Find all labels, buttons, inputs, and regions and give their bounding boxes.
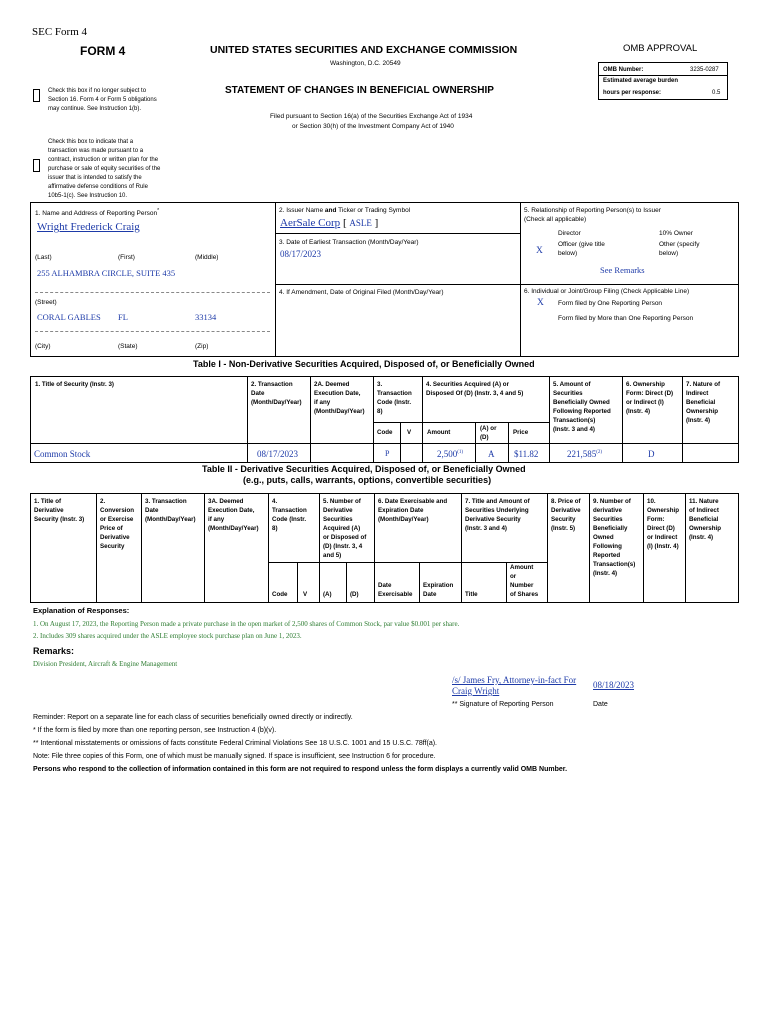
footer-reminder: Reminder: Report on a separate line for each class of securities beneficially owned directly or indirectly. — [33, 714, 353, 721]
form-title: FORM 4 — [80, 44, 126, 58]
footer-misstatements: ** Intentional misstatements or omissions of facts constitute Federal Criminal Violations See 18 U.S.C. 1001 and 15 U.S.C. 78ff(a). — [33, 740, 437, 747]
burden-label-2: hours per response: — [603, 90, 662, 96]
signature-label: ** Signature of Reporting Person — [452, 701, 554, 708]
t2-col-deemed-date: 3A. Deemed Execution Date, if any (Month/Day/Year) — [208, 498, 259, 532]
remarks-title: Remarks: — [33, 646, 75, 656]
t2-col-title-amount: 7. Title and Amount of Securities Underlying Derivative Security (Instr. 3 and 4) — [465, 498, 530, 532]
t1-row-ownership-form: D — [648, 449, 655, 459]
t1-row-price: $11.82 — [514, 449, 539, 459]
filed-pursuant-line-1: Filed pursuant to Section 16(a) of the Securities Exchange Act of 1934 — [270, 113, 473, 120]
box2-label: 2. Issuer Name and Ticker or Trading Symbol — [279, 207, 411, 214]
table2-title-2: (e.g., puts, calls, warrants, options, convertible securities) — [243, 475, 492, 485]
no-longer-subject-text: Check this box if no longer subject to Section 16. Form 4 or Form 5 obligations may continue. See Instruction 1(b). — [48, 88, 157, 112]
middle-label: (Middle) — [195, 254, 219, 261]
zip-label: (Zip) — [195, 343, 209, 350]
t1-sub-amount: Amount — [427, 429, 451, 436]
omb-approval-title: OMB APPROVAL — [623, 43, 698, 54]
table2-title-1: Table II - Derivative Securities Acquired, Disposed of, or Beneficially Owned — [202, 464, 526, 474]
t2-sub-title: Title — [465, 591, 478, 598]
box5-label: 5. Relationship of Reporting Person(s) to Issuer (Check all applicable) — [524, 207, 661, 223]
remarks-text: Division President, Aircraft & Engine Management — [33, 660, 178, 668]
t2-sub-code: Code — [272, 591, 288, 598]
t2-sub-a: (A) — [323, 591, 332, 598]
rule-10b5-1-checkbox[interactable] — [33, 159, 40, 172]
t1-sub-price: Price — [513, 429, 529, 436]
box6-label: 6. Individual or Joint/Group Filing (Check Applicable Line) — [524, 288, 690, 295]
box3-label: 3. Date of Earliest Transaction (Month/Day/Year) — [279, 239, 419, 246]
t1-col-title-security: 1. Title of Security (Instr. 3) — [35, 381, 114, 388]
state-value: FL — [118, 312, 128, 322]
more-persons-label: Form filed by More than One Reporting Person — [558, 315, 694, 322]
officer-checkmark[interactable]: X — [536, 246, 543, 256]
agency-location: Washington, D.C. 20549 — [330, 60, 401, 67]
issuer-name-ticker: AerSale Corp [ ASLE ] — [280, 217, 379, 229]
officer-label: Officer (give title below) — [558, 241, 605, 257]
t2-col-number-owned: 9. Number of derivative Securities Beneficially Owned Following Reported Transaction(s) (Instr. 4) — [593, 498, 636, 577]
footer-omb-notice: Persons who respond to the collection of information contained in this form are not required to respond unless the form displays a currently valid OMB Number. — [33, 766, 568, 773]
t2-col-title-derivative: 1. Title of Derivative Security (Instr. 3) — [34, 498, 85, 523]
earliest-transaction-date: 08/17/2023 — [280, 249, 322, 259]
zip-value: 33134 — [195, 312, 217, 322]
omb-number-value: 3235-0287 — [690, 67, 719, 73]
burden-label-1: Estimated average burden — [603, 78, 679, 84]
rule-10b5-1-text: Check this box to indicate that a transaction was made pursuant to a contract, instruction or written plan for the purchase or sale of equity securities of the issuer that is intended to satisfy the affirmative defense conditions of Rule 10b5-1(c). See Instruction 10. — [48, 139, 161, 199]
state-label: (State) — [118, 343, 138, 350]
city-label: (City) — [35, 343, 51, 350]
signature-date-label: Date — [593, 701, 608, 708]
t2-col-nature-indirect: 11. Nature of Indirect Beneficial Ownership (Instr. 4) — [689, 498, 721, 541]
see-remarks-title: See Remarks — [600, 265, 645, 275]
omb-number-label: OMB Number: — [603, 67, 644, 73]
director-label: Director — [558, 230, 581, 237]
t2-col-transaction-code: 4. Transaction Code (Instr. 8) — [272, 498, 307, 532]
t1-col-nature-indirect: 7. Nature of Indirect Beneficial Ownership (Instr. 4) — [686, 381, 721, 424]
reporting-person-name[interactable]: Wright Frederick Craig — [37, 221, 140, 233]
street-label: (Street) — [35, 299, 57, 306]
t2-sub-v: V — [303, 591, 308, 598]
t2-col-price-derivative: 8. Price of Derivative Security (Instr. 5) — [551, 498, 581, 532]
t2-sub-expiration-date: Expiration Date — [423, 582, 454, 598]
no-longer-subject-checkbox[interactable] — [33, 89, 40, 102]
reporting-address: 255 ALHAMBRA CIRCLE, SUITE 435 — [37, 268, 176, 278]
table1-title: Table I - Non-Derivative Securities Acquired, Disposed of, or Beneficially Owned — [193, 359, 535, 369]
box1-label: 1. Name and Address of Reporting Person* — [35, 208, 160, 218]
t2-col-conversion-price: 2. Conversion or Exercise Price of Derivative Security — [100, 498, 135, 550]
t1-row-amount: 2,500$^{(1)}$ — [437, 449, 464, 459]
t1-col-deemed-date: 2A. Deemed Execution Date, if any (Month/Day/Year) — [314, 381, 365, 415]
t1-col-amount-owned: 5. Amount of Securities Beneficially Owned Following Reported Transaction(s) (Instr. 3 and 4) — [553, 381, 611, 433]
footer-multiple-persons: * If the form is filed by more than one reporting person, see Instruction 4 (b)(v). — [33, 727, 277, 734]
ticker-symbol: ASLE — [349, 218, 372, 228]
t2-col-date-exercisable: 6. Date Exercisable and Expiration Date (Month/Day/Year) — [378, 498, 448, 523]
t2-sub-date-exercisable: Date Exercisable — [378, 582, 413, 598]
t1-col-transaction-code: 3. Transaction Code (Instr. 8) — [377, 381, 412, 415]
box4-label: 4. If Amendment, Date of Original Filed (Month/Day/Year) — [279, 289, 444, 296]
one-person-checkmark[interactable]: X — [537, 298, 544, 308]
issuer-name-link[interactable]: AerSale Corp — [280, 217, 341, 229]
t2-sub-amount-shares: Amount or Number of Shares — [510, 564, 539, 598]
footnote-1: 1. On August 17, 2023, the Reporting Person made a private purchase in the open market of 2,500 shares of Common Stock, par value $0.001 per share. — [33, 620, 460, 628]
footnote-2: 2. Includes 309 shares acquired under the ASLE employee stock purchase plan on June 1, 2023. — [33, 632, 302, 640]
agency-title: UNITED STATES SECURITIES AND EXCHANGE COMMISSION — [210, 44, 518, 56]
signature-name: /s/ James Fry, Attorney-in-fact For Craig Wright — [452, 675, 577, 696]
one-person-label: Form filed by One Reporting Person — [558, 300, 663, 307]
t1-row-date: 08/17/2023 — [257, 449, 299, 459]
first-label: (First) — [118, 254, 135, 261]
t1-row-code: P — [385, 449, 390, 458]
t1-sub-code: Code — [377, 429, 393, 436]
ten-pct-owner-label: 10% Owner — [659, 230, 693, 237]
t1-sub-v: V — [407, 429, 412, 436]
t2-col-number-derivative: 5. Number of Derivative Securities Acquired (A) or Disposed of (D) (Instr. 3, 4 and 5) — [323, 498, 367, 559]
t2-col-ownership-form: 10. Ownership Form: Direct (D) or Indirect (I) (Instr. 4) — [647, 498, 679, 550]
t1-sub-a-or-d: (A) or (D) — [480, 425, 497, 441]
burden-value: 0.5 — [712, 90, 721, 96]
t2-sub-d: (D) — [350, 591, 359, 598]
footer-note: Note: File three copies of this Form, one of which must be manually signed. If space is insufficient, see Instruction 6 for procedure. — [33, 753, 436, 760]
t1-col-ownership-form: 6. Ownership Form: Direct (D) or Indirect (I) (Instr. 4) — [626, 381, 674, 415]
filed-pursuant-line-2: or Section 30(h) of the Investment Company Act of 1940 — [292, 123, 454, 130]
document-label: SEC Form 4 — [32, 26, 88, 38]
t1-row-a-or-d: A — [488, 449, 495, 459]
t1-row-amount-owned: 221,585$^{(2)}$ — [567, 449, 603, 459]
statement-title: STATEMENT OF CHANGES IN BENEFICIAL OWNERSHIP — [225, 85, 494, 96]
other-label: Other (specify below) — [659, 241, 700, 257]
last-label: (Last) — [35, 254, 52, 261]
t1-col-transaction-date: 2. Transaction Date (Month/Day/Year) — [251, 381, 302, 406]
city-value: CORAL GABLES — [37, 312, 101, 322]
explanation-title: Explanation of Responses: — [33, 606, 130, 615]
t1-col-securities-acquired: 4. Securities Acquired (A) or Disposed Of (D) (Instr. 3, 4 and 5) — [426, 381, 524, 397]
t2-col-transaction-date: 3. Transaction Date (Month/Day/Year) — [145, 498, 196, 523]
t1-row-security-title: Common Stock — [34, 449, 91, 459]
signature-date: 08/18/2023 — [593, 680, 635, 690]
